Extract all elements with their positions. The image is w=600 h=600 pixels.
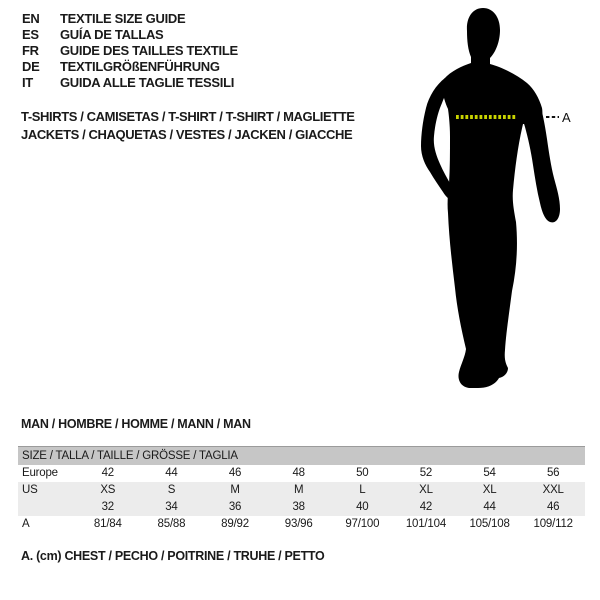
size-cell: L bbox=[359, 484, 366, 496]
size-cell: 52 bbox=[419, 467, 433, 479]
man-silhouette-svg bbox=[390, 0, 600, 410]
language-row-es bbox=[22, 27, 238, 43]
size-table bbox=[18, 446, 585, 533]
language-code: DE bbox=[22, 59, 40, 74]
size-cell: 97/100 bbox=[345, 518, 380, 530]
size-cell: M bbox=[230, 484, 240, 496]
language-row-it bbox=[22, 75, 238, 91]
size-row-intl bbox=[18, 499, 585, 516]
man-silhouette-body bbox=[443, 8, 543, 388]
man-silhouette-figure bbox=[390, 0, 600, 410]
language-code: IT bbox=[22, 75, 33, 90]
size-cell: 56 bbox=[546, 467, 560, 479]
category-line-tshirts: T-SHIRTS / CAMISETAS / T-SHIRT / T-SHIRT / MAGLIETTE bbox=[21, 109, 355, 124]
size-cell: 85/88 bbox=[157, 518, 186, 530]
language-title: TEXTILGRÖßENFÜHRUNG bbox=[60, 59, 220, 74]
size-cell: 93/96 bbox=[284, 518, 313, 530]
size-row-label: US bbox=[22, 484, 38, 496]
size-cell: 105/108 bbox=[469, 518, 510, 530]
language-row-en bbox=[22, 11, 238, 27]
measure-label-a: A bbox=[562, 110, 571, 125]
size-row-label: A bbox=[22, 518, 30, 530]
size-cell: 42 bbox=[101, 467, 115, 479]
size-cell: 48 bbox=[292, 467, 305, 479]
size-cell: XXL bbox=[542, 484, 564, 496]
size-row-chest-a bbox=[18, 516, 585, 533]
language-title: TEXTILE SIZE GUIDE bbox=[60, 11, 186, 26]
language-row-fr bbox=[22, 43, 238, 59]
size-cell: 54 bbox=[483, 467, 496, 479]
language-row-de bbox=[22, 59, 238, 75]
size-cell: 89/92 bbox=[221, 518, 249, 530]
section-title-man: MAN / HOMBRE / HOMME / MANN / MAN bbox=[21, 417, 251, 431]
language-list bbox=[22, 11, 238, 91]
size-cell: 46 bbox=[546, 501, 560, 513]
size-cell: 46 bbox=[228, 467, 242, 479]
language-code: FR bbox=[22, 43, 39, 58]
category-line-jackets: JACKETS / CHAQUETAS / VESTES / JACKEN / GIACCHE bbox=[21, 127, 353, 142]
size-cell: XL bbox=[419, 484, 433, 496]
size-cell: 101/104 bbox=[405, 518, 447, 530]
size-cell: S bbox=[167, 484, 176, 496]
size-cell: 42 bbox=[419, 501, 433, 513]
size-cell: 32 bbox=[101, 501, 115, 513]
size-cell: 36 bbox=[228, 501, 242, 513]
size-row-us bbox=[18, 482, 585, 499]
category-lines bbox=[21, 108, 355, 144]
size-cell: XL bbox=[482, 484, 497, 496]
language-code: EN bbox=[22, 11, 40, 26]
size-cell: 50 bbox=[356, 467, 369, 479]
size-cell: 81/84 bbox=[93, 518, 122, 530]
size-cell: 40 bbox=[356, 501, 369, 513]
size-cell: 44 bbox=[483, 501, 496, 513]
language-title: GUIDE DES TAILLES TEXTILE bbox=[60, 43, 238, 58]
language-title: GUIDA ALLE TAGLIE TESSILI bbox=[60, 75, 235, 90]
size-cell: XS bbox=[100, 484, 116, 496]
man-silhouette-right-arm bbox=[513, 82, 560, 222]
size-table-header: SIZE / TALLA / TAILLE / GRÖSSE / TAGLIA bbox=[18, 447, 585, 465]
size-cell: 38 bbox=[292, 501, 305, 513]
size-row-label: Europe bbox=[22, 467, 58, 479]
measurement-footnote: A. (cm) CHEST / PECHO / POITRINE / TRUHE / PETTO bbox=[21, 549, 325, 563]
size-cell: M bbox=[293, 484, 304, 496]
language-code: ES bbox=[22, 27, 39, 42]
size-cell: 44 bbox=[165, 467, 178, 479]
size-cell: 34 bbox=[165, 501, 178, 513]
size-cell: 109/112 bbox=[533, 518, 573, 530]
size-row-europe bbox=[18, 465, 585, 482]
language-title: GUÍA DE TALLAS bbox=[60, 27, 164, 42]
